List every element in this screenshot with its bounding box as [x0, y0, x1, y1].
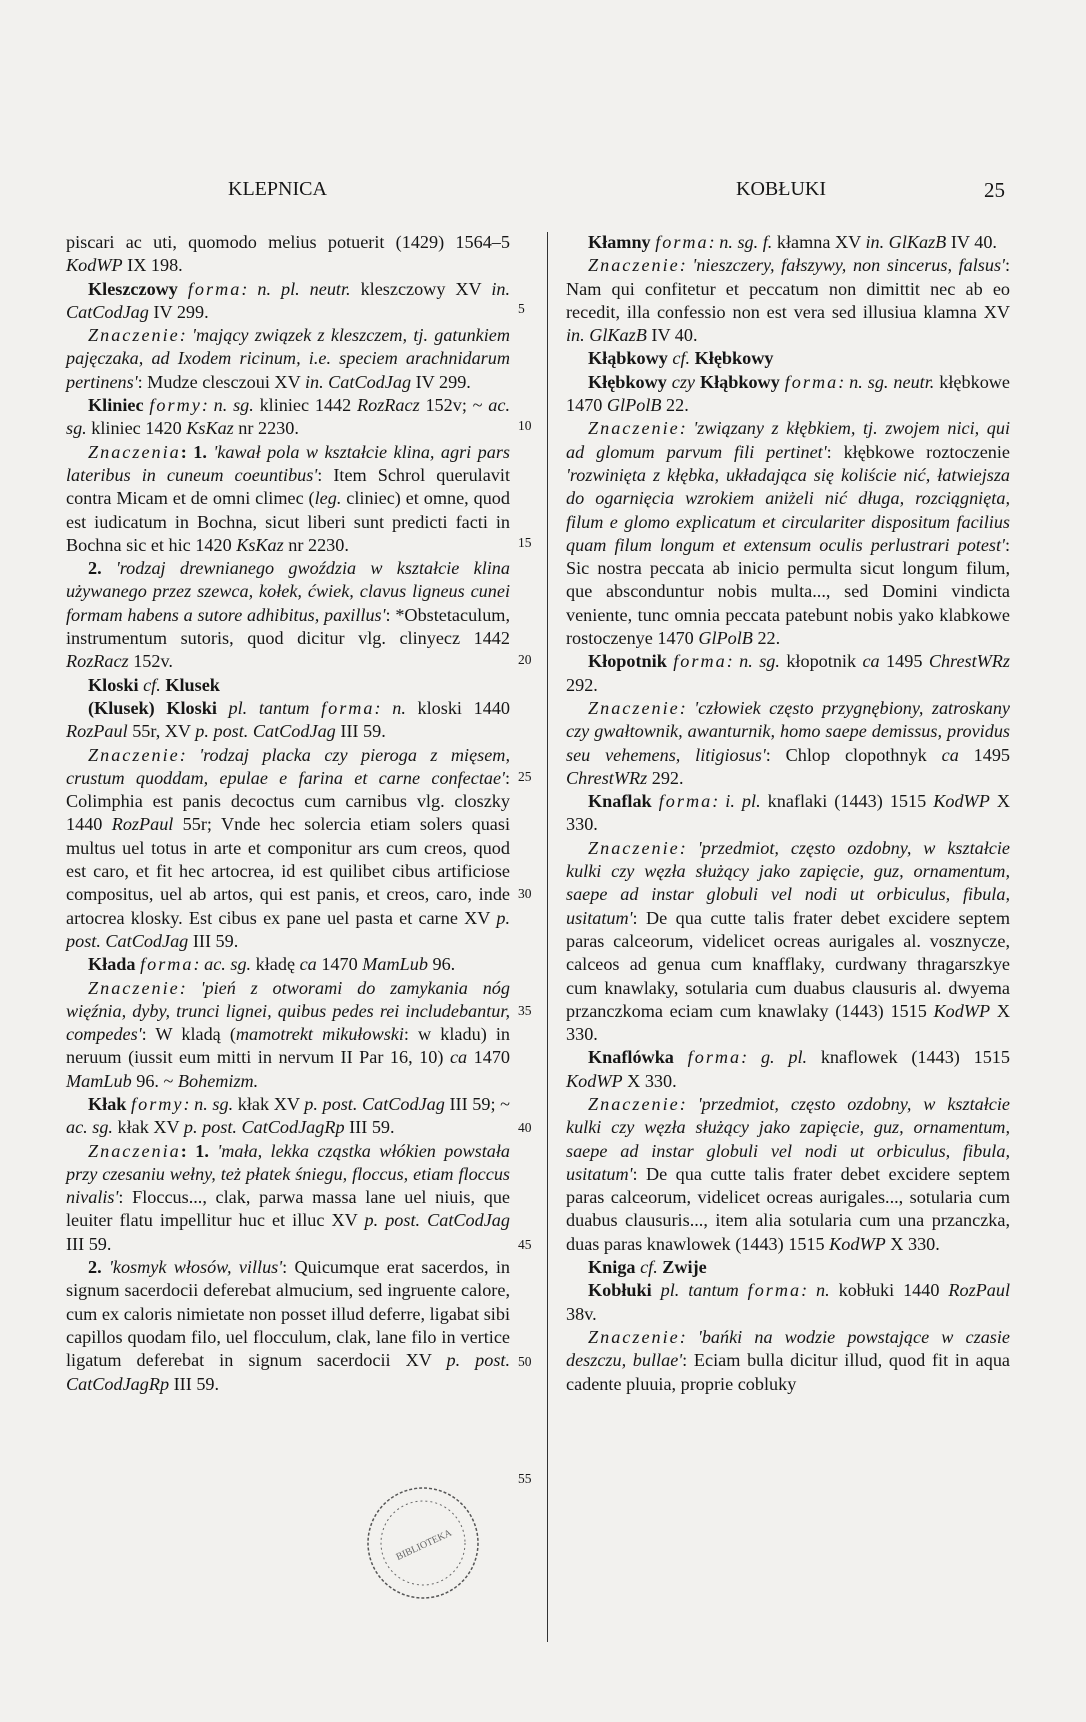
entry-klak-meaning-2: 2. 'kosmyk włosów, villus': Quicumque erat sacerdos, in signum sacerdocii deferebat almucium, sed ingruente calore, cum ex caloris nimietate non posset illud deferre, ligabat sibi capillos quodam filo, uel flocculum, clak, lane filo in vertice ligatum deferebat in signum sacerdocii XV p. post. CatCodJagRp III 59. [66, 1257, 510, 1394]
entry-klopotnik: Kłopotnik forma: n. sg. kłopotnik ca 1495 ChrestWRz 292. [566, 651, 1010, 695]
entry-klebkowy: Kłębkowy czy Kłąbkowy forma: n. sg. neutr. kłębkowe 1470 GlPolB 22. [566, 371, 1010, 416]
entry-kobluki-meaning: Znaczenie: 'bańki na wodzie powstające w czasie deszczu, bullae': Eciam bulla dicitur illud, quod fit in aqua cadente pluuia, proprie cobluky [566, 1326, 1011, 1394]
entry-klabkowy-crossref: Kłąbkowy cf. Kłębkowy [588, 348, 774, 369]
line-number: 50 [518, 1354, 532, 1369]
line-number: 35 [518, 1003, 532, 1018]
line-number: 10 [518, 418, 532, 433]
library-stamp [362, 1484, 484, 1602]
page-number: 25 [984, 178, 1005, 202]
line-number: 5 [518, 301, 525, 316]
entry-klopotnik-meaning: Znaczenie: 'człowiek często przygnębiony, zatroskany czy gwałtownik, awanturnik, homo saepe demissus, providus seu vehemens, litigiosus': Chlop clopothnyk ca 1495 ChrestWRz 292. [566, 697, 1011, 788]
header-left-word: KLEPNICA [228, 178, 327, 200]
entry-klak: Kłak formy: n. sg. kłak XV p. post. CatCodJag III 59; ~ ac. sg. kłak XV p. post. CatCodJagRp III 59. [66, 1093, 510, 1138]
line-number: 30 [518, 886, 532, 901]
stamp-text: BIBLIOTEKA [394, 1527, 454, 1563]
line-numbers [510, 231, 550, 1611]
entry-kloski-crossref: Kloski cf. Klusek [88, 674, 220, 695]
entry-knaflowka: Knaflówka forma: g. pl. knaflowek (1443) 1515 KodWP X 330. [566, 1047, 1010, 1091]
line-number: 40 [518, 1120, 532, 1135]
line-number: 25 [518, 769, 532, 784]
entry-knaflak-meaning: Znaczenie: 'przedmiot, często ozdobny, w kształcie kulki czy węzła służący jako zapięcie, guz, ornamentum, saepe ad instar globuli vel nodi ut orbiculus, fibula, usitatum': De qua cutte talis frater debet excidere septem paras calceorum, videlicet ocreas aurigales al. vosznycze, calceos ad genua cum knafflaky, curdwany thragarszkye cum knawlaky, sotularia cum duabus clausuris al. dwyema przanczkoma eciam cum knawlaky (1443) 1515 KodWP X 330. [566, 837, 1010, 1045]
entry-kobluki: Kobłuki pl. tantum forma: n. kobłuki 1440 RozPaul 38v. [566, 1280, 1011, 1324]
entry-kleszczowy: Kleszczowy forma: n. pl. neutr. kleszczowy XV in. CatCodJag IV 299. [66, 278, 511, 322]
entry-klak-meaning-1: Znaczenia: 1. 'mała, lekka cząstka włókien powstała przy czesaniu wełny, też płatek śniegu, floccus, etiam floccus nivalis': Floccus..., clak, parwa massa lane uel niuis, que leuiter flatu impellitur huc et illuc XV p. post. CatCodJag III 59. [66, 1140, 510, 1254]
left-column [66, 231, 510, 1396]
entry-klada-meaning: Znaczenie: 'pień z otworami do zamykania nóg więźnia, dyby, trunci lignei, quibus pedes rei includebantur, compedes': W kladą (mamotrekt mikułowski: w kladu) in neruum (iussit eum mitti in nervum II Par 16, 10) ca 1470 MamLub 96. ~ Bohemizm. [66, 977, 511, 1091]
entry-kliniec-meaning-1: Znaczenia: 1. 'kawał pola w kształcie klina, agri pars lateribus in cuneum coeuntibus': Item Schrol querulavit contra Micam et de omni climec (leg. cliniec) et omne, quod est iudicatum in Bochna, sicut liberi sunt predicti facti in Bochna sic et hic 1420 KsKaz nr 2230. [66, 441, 510, 555]
entry-kliniec: Kliniec formy: n. sg. kliniec 1442 RozRacz 152v; ~ ac. sg. kliniec 1420 KsKaz nr 2230. [66, 395, 510, 439]
line-number: 45 [518, 1237, 532, 1252]
entry-klamny-meaning: Znaczenie: 'nieszczery, fałszywy, non sincerus, falsus': Nam qui confitetur et peccatum non dimittit nec ab eo recedit, illa confessio non est vera sed illusiua klamna XV in. GlKazB IV 40. [566, 255, 1010, 346]
entry-kleszczowy-meaning: Znaczenie: 'mający związek z kleszczem, tj. gatunkiem pajęczaka, ad Ixodem ricinum, i.e. speciem arachnidarum pertinens': Mudze clesczoui XV in. CatCodJag IV 299. [66, 325, 510, 392]
right-column [566, 231, 1010, 1396]
entry-kloski: (Klusek) Kloski pl. tantum forma: n. kloski 1440 RozPaul 55r, XV p. post. CatCodJag III 59. [66, 697, 511, 742]
entry-continuation: piscari ac uti, quomodo melius potuerit (1429) 1564–5 KodWP IX 198. [66, 232, 510, 276]
entry-kloski-meaning: Znaczenie: 'rodzaj placka czy pieroga z mięsem, crustum quoddam, epulae e farina et carne confectae': Colimphia est panis decoctus cum carnibus vlg. closzky 1440 RozPaul 55r; Vnde hec solercia etiam solers quasi multus uel totus in arte et componitur ars cum creos, quod est caro, et fit hec artocrea, id est quilibet cibus artificiose compositus, uel ab artos, qui est panis, et creos, caro, inde artocrea klosky. Est cibus ex pane uel pasta et carne XV p. post. CatCodJag III 59. [66, 744, 511, 951]
column-divider [547, 232, 548, 1642]
line-number: 15 [518, 535, 532, 550]
entry-knaflak: Knaflak forma: i. pl. knaflaki (1443) 1515 KodWP X 330. [566, 791, 1011, 835]
header-right-word: KOBŁUKI [736, 178, 826, 200]
entry-klebkowy-meaning: Znaczenie: 'związany z kłębkiem, tj. zwojem nici, qui ad glomum parvum fili pertinet': kłębkowe roztoczenie 'rozwinięta z kłębka, układająca się koliście nić, łatwiejsza do ogarnięcia wzrokiem aniżeli nić długa, rozciągnięta, filum e glomo explicatum et circulariter dispositum facilius quam filum longum et extensum oculis perlustrari potest': Sic nostra peccata ab inicio permulta sicut longum filum, que absconduntur nobis multa..., sed Domini vindicta veniente, tunc omnia peccata patebunt nobis yako klabkowe rostoczenye 1470 GlPolB 22. [566, 418, 1010, 649]
entry-klamny: Kłamny forma: n. sg. f. kłamna XV in. GlKazB IV 40. [588, 232, 997, 252]
entry-knaflowka-meaning: Znaczenie: 'przedmiot, często ozdobny, w kształcie kulki czy węzła służący jako zapięcie, guz, ornamentum, saepe ad instar globuli vel nodi ut orbiculus, fibula, usitatum': De qua cutte talis frater debet excidere septem paras calceorum, videlicet ocreas aurigales..., sotularia cum duabus clausuris..., item alia sotularia cum una przanczka, duas paras knawlowek (1443) 1515 KodWP X 330. [566, 1093, 1010, 1254]
entry-klada: Kłada forma: ac. sg. kładę ca 1470 MamLub 96. [88, 954, 456, 975]
entry-kliniec-meaning-2: 2. 'rodzaj drewnianego gwoździa w kształcie klina używanego przez szewca, kołek, ćwiek, clavus ligneus cunei formam habens a sutore adhibitus, paxillus': *Obstetaculum, instrumentum sutoris, quod dicitur vlg. clinyecz 1442 RozRacz 152v. [66, 558, 510, 672]
entry-kniga-crossref: Kniga cf. Zwije [588, 1257, 707, 1278]
line-number: 55 [518, 1471, 532, 1486]
line-number: 20 [518, 652, 532, 667]
